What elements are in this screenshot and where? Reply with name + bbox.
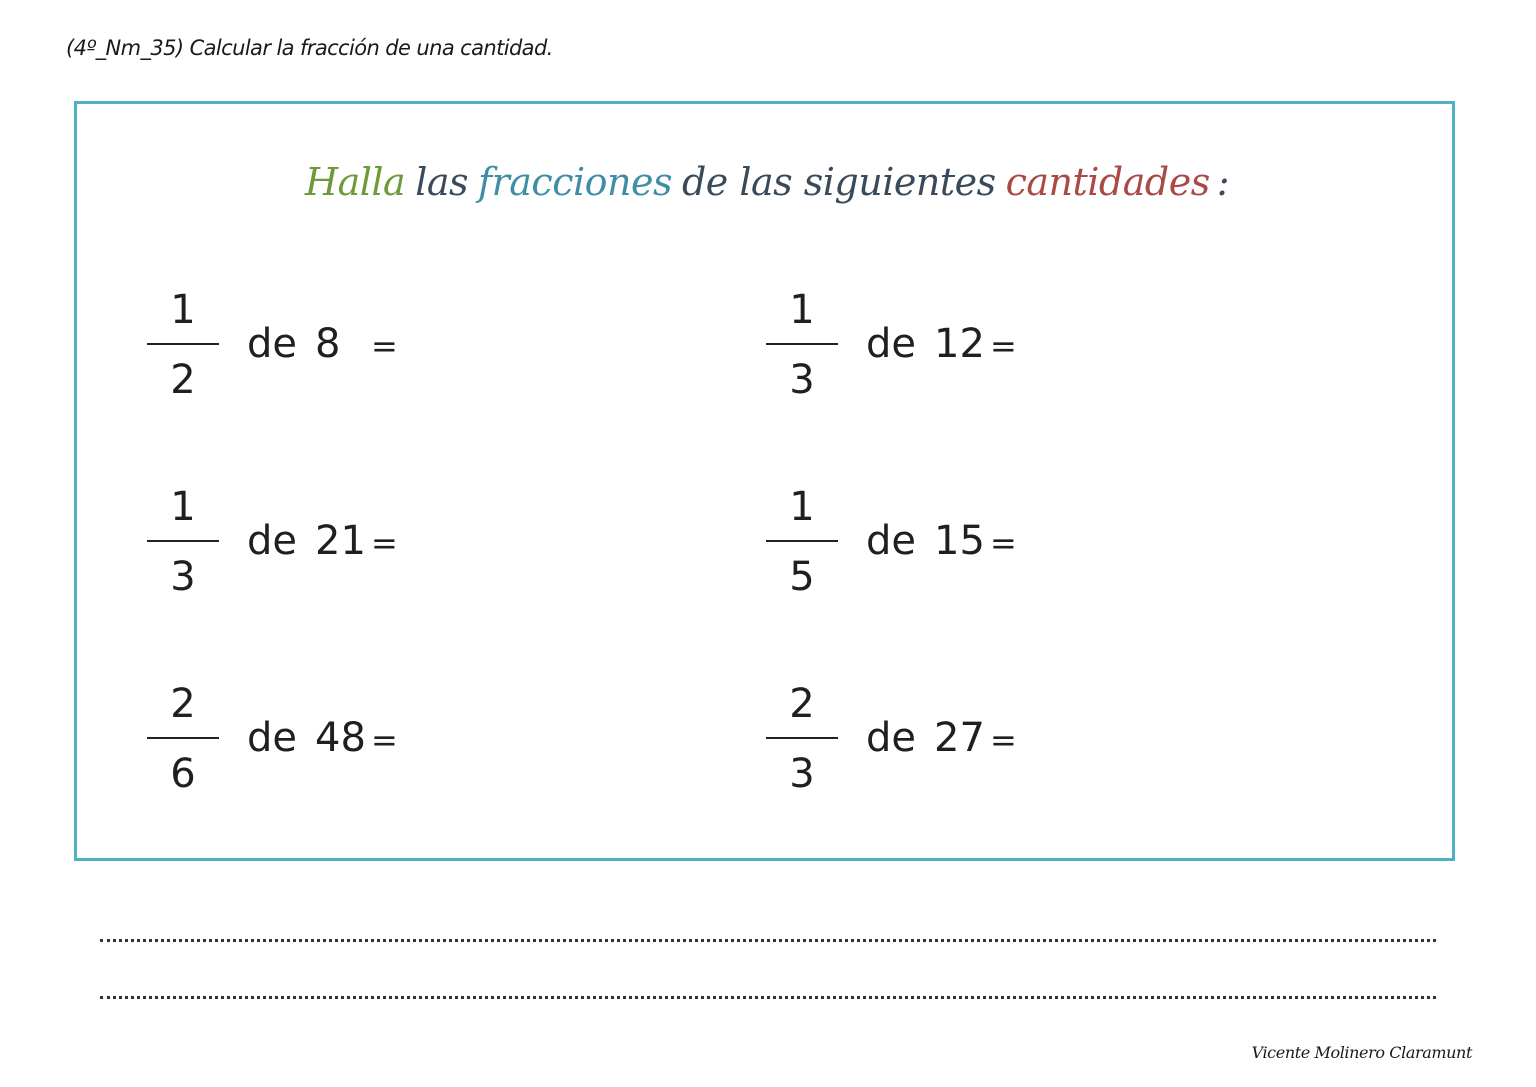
fraction — [766, 478, 838, 608]
expression — [866, 715, 1017, 761]
quantity: 15 — [934, 518, 985, 564]
fraction-bar — [147, 343, 219, 345]
equals-sign: = — [990, 327, 1017, 365]
equals-sign: = — [371, 327, 398, 365]
fraction — [766, 675, 838, 805]
numerator: 1 — [170, 287, 196, 333]
denominator: 3 — [789, 357, 815, 403]
answer-line-2[interactable] — [100, 996, 1436, 999]
connector: de — [866, 518, 916, 564]
numerator: 2 — [170, 681, 196, 727]
title-colon: : — [1216, 160, 1230, 204]
connector: de — [247, 321, 297, 367]
fraction-bar — [147, 540, 219, 542]
denominator: 6 — [170, 751, 196, 797]
numerator: 2 — [789, 681, 815, 727]
expression — [247, 321, 398, 367]
fraction — [766, 281, 838, 411]
fraction — [147, 281, 219, 411]
equals-sign: = — [990, 524, 1017, 562]
expression — [247, 715, 398, 761]
fraction — [147, 478, 219, 608]
title-word-las: las — [415, 160, 469, 204]
answer-line-1[interactable] — [100, 939, 1436, 942]
fraction-bar — [766, 737, 838, 739]
quantity: 27 — [934, 715, 985, 761]
connector: de — [866, 715, 916, 761]
numerator: 1 — [789, 484, 815, 530]
quantity: 21 — [315, 518, 366, 564]
equals-sign: = — [371, 721, 398, 759]
fraction-bar — [766, 343, 838, 345]
denominator: 5 — [789, 554, 815, 600]
expression — [866, 321, 1017, 367]
numerator: 1 — [170, 484, 196, 530]
quantity: 12 — [934, 321, 985, 367]
equals-sign: = — [990, 721, 1017, 759]
equals-sign: = — [371, 524, 398, 562]
denominator: 3 — [170, 554, 196, 600]
denominator: 3 — [789, 751, 815, 797]
quantity: 8 — [315, 321, 341, 367]
expression — [247, 518, 398, 564]
title-word-halla: Halla — [304, 160, 406, 204]
connector: de — [866, 321, 916, 367]
title-word-de-las-siguientes: de las siguientes — [681, 160, 996, 204]
worksheet-header: (4º_Nm_35) Calcular la fracción de una cantidad. — [66, 36, 553, 60]
fraction-bar — [147, 737, 219, 739]
quantity: 48 — [315, 715, 366, 761]
connector: de — [247, 715, 297, 761]
denominator: 2 — [170, 357, 196, 403]
numerator: 1 — [789, 287, 815, 333]
author-credit: Vicente Molinero Claramunt — [1251, 1043, 1472, 1062]
instruction-title — [77, 160, 1452, 204]
title-word-fracciones: fracciones — [478, 160, 672, 204]
exercise-box — [74, 101, 1455, 861]
title-word-cantidades: cantidades — [1005, 160, 1210, 204]
connector: de — [247, 518, 297, 564]
fraction-bar — [766, 540, 838, 542]
fraction — [147, 675, 219, 805]
expression — [866, 518, 1017, 564]
